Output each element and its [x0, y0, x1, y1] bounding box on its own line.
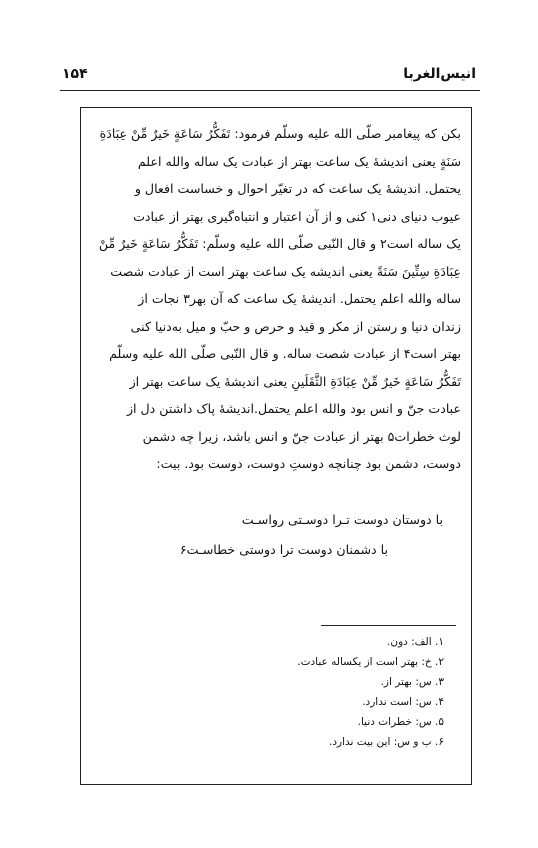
body-line: عیوب دنیای دنی۱ کنی و از آن اعتبار و انتباه‌گیری بهتر از عبادت [133, 208, 461, 224]
footnote-item: ۳. س: بهتر از. [380, 676, 444, 688]
footnote-item: ۶. ب و س: این بیت ندارد. [329, 736, 444, 748]
footnote-item: ۵. س: خطرات دنیا. [357, 716, 444, 728]
body-line: ساله والله اعلم یحتمل. اندیشهٔ یک ساعت که آن بهر۳ نجات از [138, 291, 461, 306]
page-header-title: انیس‌الغربا [403, 66, 476, 82]
body-line: لوث خطرات۵ بهتر از عبادت جنّ و انس باشد، زیرا چه دشمن [142, 428, 461, 444]
header-divider [60, 90, 480, 91]
verse-line-2: با دشمنان دوست ترا دوستی خطاسـت۶ [179, 542, 388, 557]
body-line: یحتمل. اندیشهٔ یک ساعت که در تغیّر احوال و خساست افعال و [134, 181, 461, 196]
footnote-item: ۴. س: است ندارد. [362, 696, 444, 708]
body-line: تَفَکُّرُ سَاعَةٍ خَیرٌ مِّنْ عِبَادَةِ الثَّقَلَینِ یعنی اندیشهٔ یک ساعت بهتر از [129, 373, 461, 389]
footnote-item: ۲. خ: بهتر است از یکساله عبادت. [297, 656, 444, 668]
verse-line-1: با دوستان دوست تـرا دوسـتی رواسـت [241, 512, 443, 527]
footnote-list [297, 632, 444, 752]
body-line: بهتر است۴ از عبادت شصت ساله. و قال النّبی صلّی الله علیه وسلّم [109, 346, 461, 361]
body-line: بکن که پیغامبر صلّی الله علیه وسلّم فرمود: تَفَکُّرُ سَاعَةٍ خَیرٌ مِّنْ عِبَادَةِ [99, 126, 461, 141]
page-number: ۱۵۴ [62, 66, 88, 82]
footnote-divider [321, 625, 456, 626]
footnote-item: ۱. الف: دون. [387, 636, 444, 648]
body-paragraph [91, 120, 461, 478]
body-line: عِبَادَةِ سِتِّینَ سَنَةً یعنی اندیشه یک ساعت بهتر است از عبادت شصت [110, 263, 461, 279]
body-line: سَنَةٍ یعنی اندیشهٔ یک ساعت بهتر از عبادت یک ساله والله اعلم [137, 153, 461, 169]
body-line: دوست، دشمن بود چنانچه دوستِ دوست، دوست بود. بیت: [156, 456, 461, 471]
body-line: عبادت جنّ و انس بود والله اعلم یحتمل.اندیشهٔ پاک داشتن دل از [126, 401, 461, 416]
body-line: یک ساله است۲ و قال النّبی صلّی الله علیه وسلّم: تَفَکُّرُ سَاعَةٍ خَیرٌ مِّنْ [98, 236, 461, 251]
body-line: زندان دنیا و رستن از مکر و قید و حرص و حبّ و میل به‌دنیا کنی [130, 318, 461, 334]
